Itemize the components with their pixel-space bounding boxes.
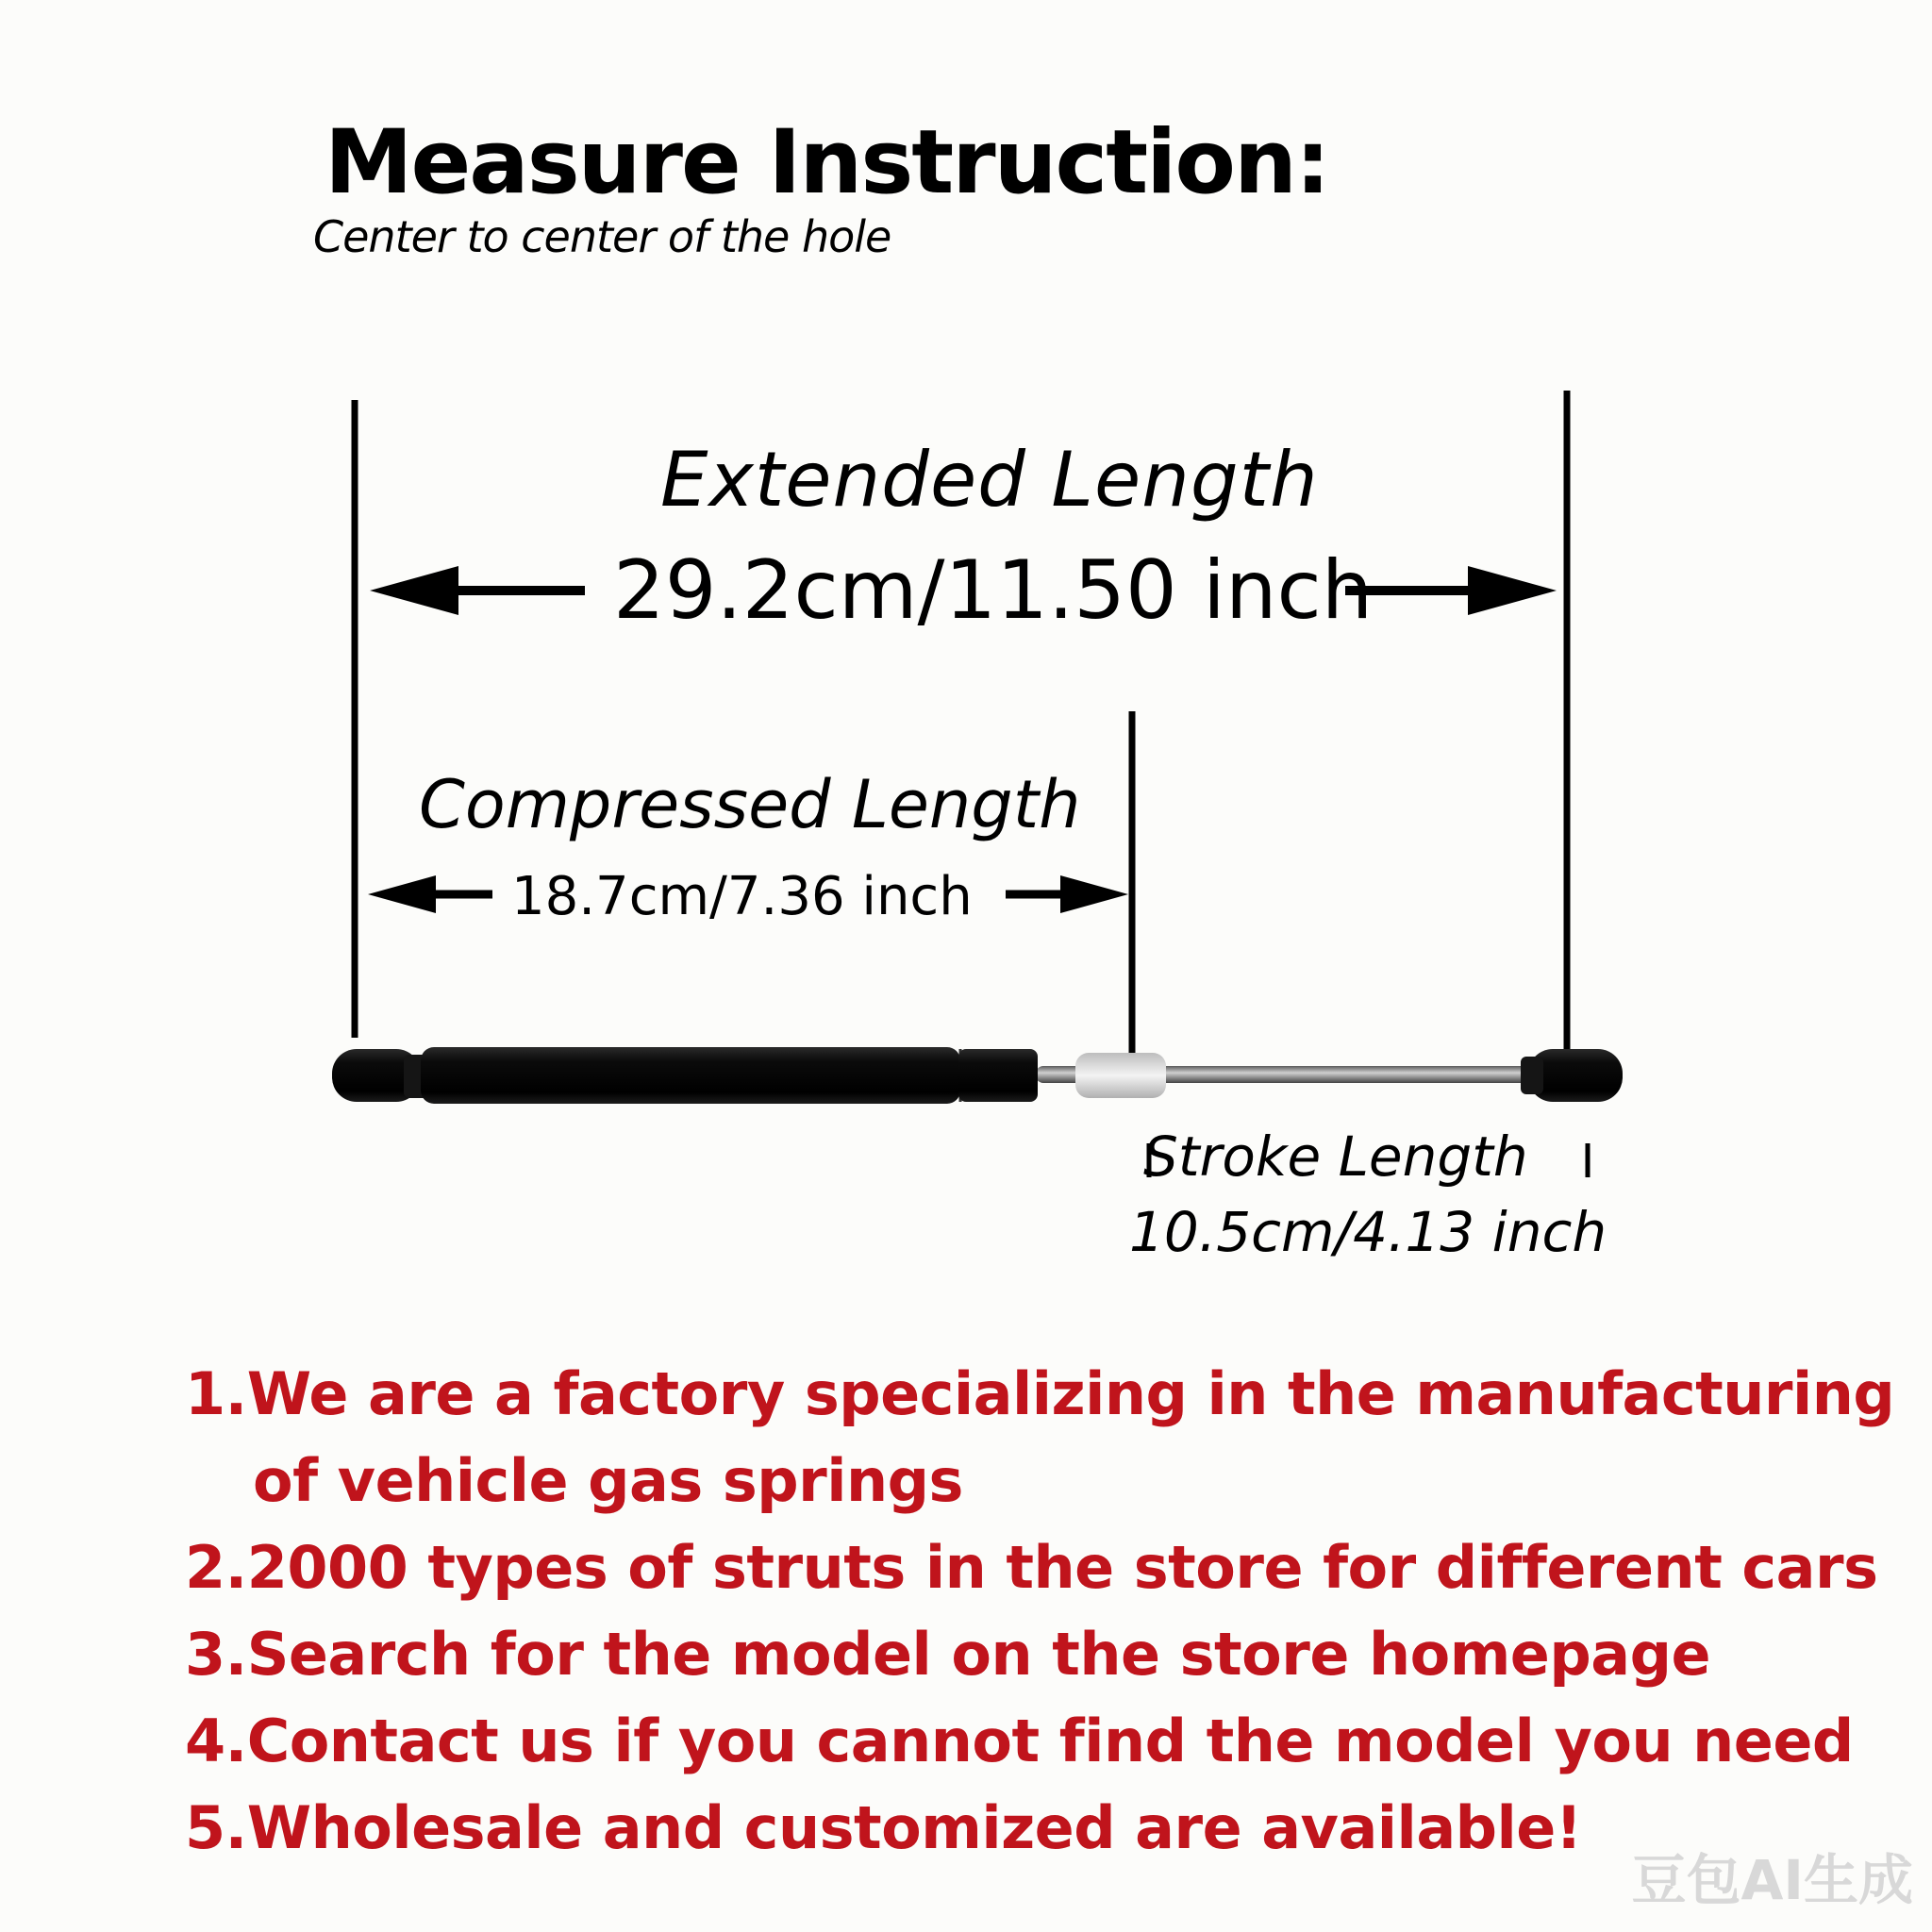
note-item-5: 5.Wholesale and customized are available! [185,1793,1582,1862]
extended-length-value: 29.2cm/11.50 inch [613,543,1374,638]
extended-left-arrow [370,566,585,615]
extended-length-label: Extended Length [660,436,1319,524]
note-item-2: 2.2000 types of struts in the store for different cars [185,1533,1878,1602]
note-item-3: 3.Search for the model on the store homepage [185,1620,1711,1689]
cylinder-cap [958,1049,1038,1102]
note-1-line-1: 1.We are a factory specializing in the manufacturing [185,1359,1895,1428]
cylinder-body [421,1047,960,1104]
notes-list [185,1351,1894,1872]
gas-strut [332,1047,1623,1104]
page-title: Measure Instruction: [325,111,1329,214]
stroke-length-label: Stroke Length [1143,1124,1528,1189]
stroke-length-value: 10.5cm/4.13 inch [1129,1200,1607,1264]
compressed-length-label: Compressed Length [419,766,1081,843]
compressed-length-value: 18.7cm/7.36 inch [511,866,973,927]
extended-right-arrow [1345,566,1557,615]
watermark: 豆包AI生成 [1631,1848,1913,1912]
note-1-line-2: of vehicle gas springs [253,1446,963,1515]
note-item-1 [185,1351,1894,1524]
compressed-right-arrow [1006,875,1128,913]
page-subtitle: Center to center of the hole [313,211,891,262]
rod-seal [1075,1053,1166,1098]
note-item-4: 4.Contact us if you cannot find the model you need [185,1707,1854,1775]
compressed-left-arrow [368,875,492,913]
